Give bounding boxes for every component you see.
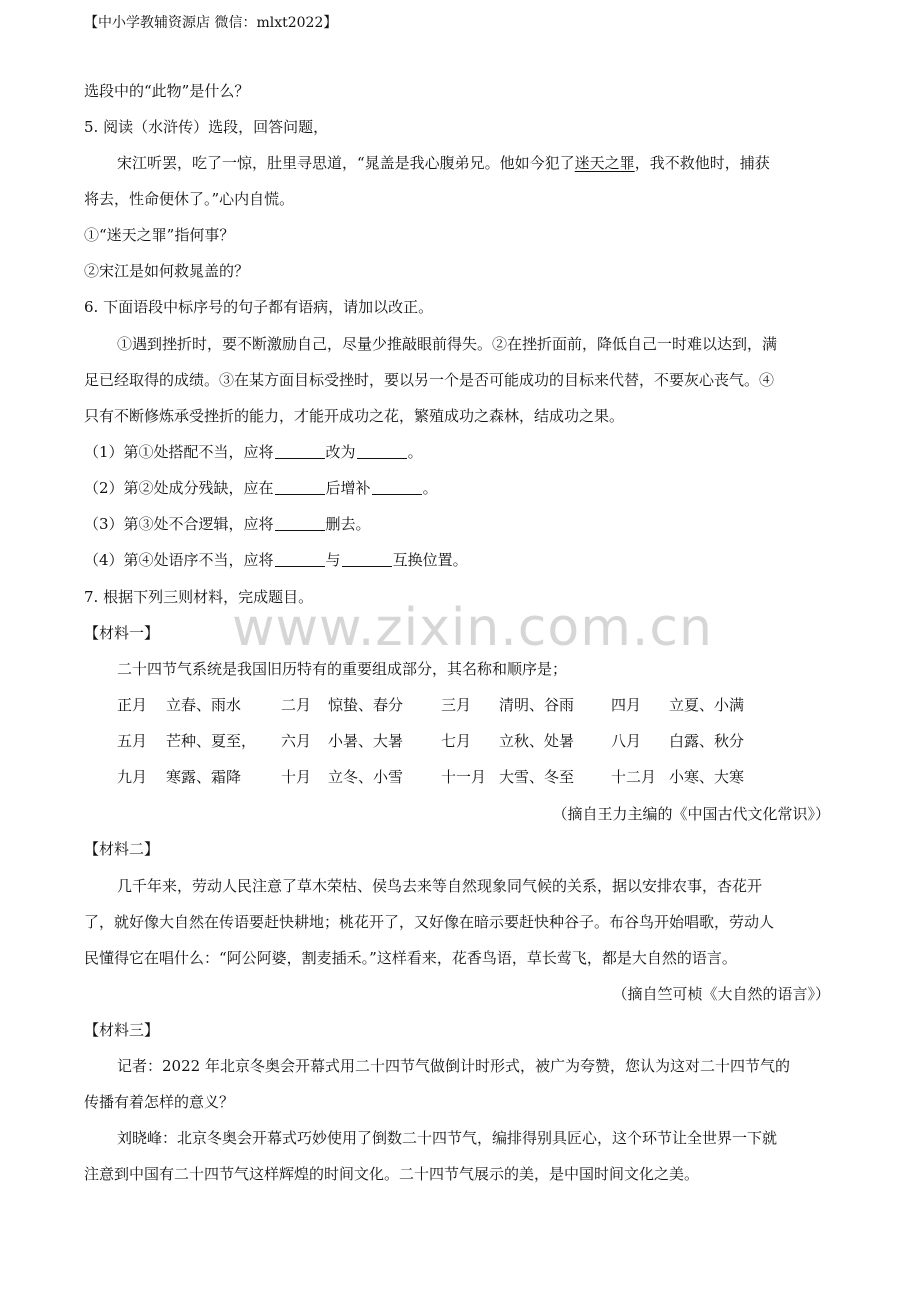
q6-answer-1: （1）第①处搭配不当，应将 改为 。	[84, 443, 423, 461]
question-7: 7. 根据下列三则材料，完成题目。	[84, 588, 314, 606]
answer-blank[interactable]	[357, 444, 407, 459]
material-3-line-3: 刘晓峰：北京冬奥会开幕式巧妙使用了倒数二十四节气，编排得别具匠心，这个环节让全世界一下就	[117, 1129, 778, 1147]
month-label: 七月	[441, 732, 472, 750]
material-1-title: 【材料一】	[84, 624, 160, 642]
watermark: www.zixin.com.cn	[232, 598, 713, 658]
q6-passage-line-1: ①遇到挫折时，要不断激励自己，尽量少推敲眼前得失。②在挫折面前，降低自己一时难以达到，满	[117, 335, 778, 353]
solar-terms-label: 立秋、处暑	[499, 732, 575, 750]
month-label: 八月	[611, 732, 642, 750]
solar-terms-label: 小暑、大暑	[328, 732, 404, 750]
month-label: 六月	[281, 732, 312, 750]
solar-terms-label: 立冬、小雪	[328, 768, 404, 786]
material-1-source: （摘自王力主编的《中国古代文化常识》）	[552, 805, 830, 823]
month-label: 三月	[441, 696, 472, 714]
answer-blank[interactable]	[275, 444, 325, 459]
material-3-line-2: 传播有着怎样的意义？	[84, 1093, 235, 1111]
solar-terms-label: 立春、雨水	[166, 696, 242, 714]
month-label: 十二月	[611, 768, 657, 786]
page-header: 【中小学教辅资源店 微信：mlxt2022】	[84, 15, 338, 31]
material-3-line-1: 记者：2022 年北京冬奥会开幕式用二十四节气做倒计时形式，被广为夸赞，您认为这对二十四节气的	[117, 1057, 790, 1075]
answer-blank[interactable]	[342, 552, 392, 567]
month-label: 四月	[611, 696, 642, 714]
material-2-line-1: 几千年来，劳动人民注意了草木荣枯、侯鸟去来等自然现象同气候的关系，据以安排农事，杏花开	[117, 877, 763, 895]
q6-passage-line-2: 足已经取得的成绩。③在某方面目标受挫时，要以另一个是否可能成功的目标来代替，不要灰心丧气。④	[84, 371, 775, 389]
q6-answer-2: （2）第②处成分残缺，应在 后增补 。	[84, 479, 438, 497]
solar-terms-label: 白露、秋分	[669, 732, 745, 750]
answer-blank[interactable]	[372, 480, 422, 495]
material-1-intro: 二十四节气系统是我国旧历特有的重要组成部分，其名称和顺序是；	[117, 660, 568, 678]
answer-blank[interactable]	[275, 552, 325, 567]
q5-passage-line-1: 宋江听罢，吃了一惊，肚里寻思道，“晁盖是我心腹弟兄。他如今犯了迷天之罪，我不救他时，捕获	[117, 154, 770, 172]
material-2-line-2: 了，就好像大自然在传语要赶快耕地；桃花开了，又好像在暗示要赶快种谷子。布谷鸟开始唱歌，劳动人	[84, 913, 775, 931]
q6-answer-4: （4）第④处语序不当，应将 与 互换位置。	[84, 551, 468, 569]
text-line: 选段中的“此物”是什么？	[84, 82, 250, 100]
month-label: 五月	[117, 732, 148, 750]
material-3-line-4: 注意到中国有二十四节气这样辉煌的时间文化。二十四节气展示的美，是中国时间文化之美。	[84, 1165, 700, 1183]
q5-subquestion-2: ②宋江是如何救晁盖的？	[84, 262, 250, 280]
month-label: 正月	[117, 696, 148, 714]
material-2-line-3: 民懂得它在唱什么：“阿公阿婆，割麦插禾。”这样看来，花香鸟语，草长莺飞，都是大自然的语言。	[84, 949, 737, 967]
solar-terms-label: 芒种、夏至，	[166, 732, 257, 750]
material-2-source: （摘自竺可桢《大自然的语言》）	[612, 985, 830, 1003]
question-6: 6. 下面语段中标序号的句子都有语病，请加以改正。	[84, 298, 434, 316]
material-3-title: 【材料三】	[84, 1021, 160, 1039]
month-label: 十月	[281, 768, 312, 786]
solar-terms-label: 清明、谷雨	[499, 696, 575, 714]
solar-terms-label: 小寒、大寒	[669, 768, 745, 786]
solar-terms-label: 大雪、冬至	[499, 768, 575, 786]
solar-terms-label: 惊蛰、春分	[328, 696, 404, 714]
month-label: 二月	[281, 696, 312, 714]
answer-blank[interactable]	[275, 516, 325, 531]
question-5: 5. 阅读（水浒传）选段，回答问题，	[84, 118, 329, 136]
q5-subquestion-1: ①“迷天之罪”指何事？	[84, 226, 235, 244]
material-2-title: 【材料二】	[84, 840, 160, 858]
solar-terms-label: 寒露、霜降	[166, 768, 242, 786]
q6-passage-line-3: 只有不断修炼承受挫折的能力，才能开成功之花，繁殖成功之森林，结成功之果。	[84, 407, 625, 425]
q5-passage-line-2: 将去，性命便休了。”心内自慌。	[84, 190, 295, 208]
month-label: 九月	[117, 768, 148, 786]
answer-blank[interactable]	[275, 480, 325, 495]
solar-terms-label: 立夏、小满	[669, 696, 745, 714]
q6-answer-3: （3）第③处不合逻辑，应将 删去。	[84, 515, 371, 533]
month-label: 十一月	[441, 768, 487, 786]
underlined-phrase: 迷天之罪	[574, 154, 635, 172]
